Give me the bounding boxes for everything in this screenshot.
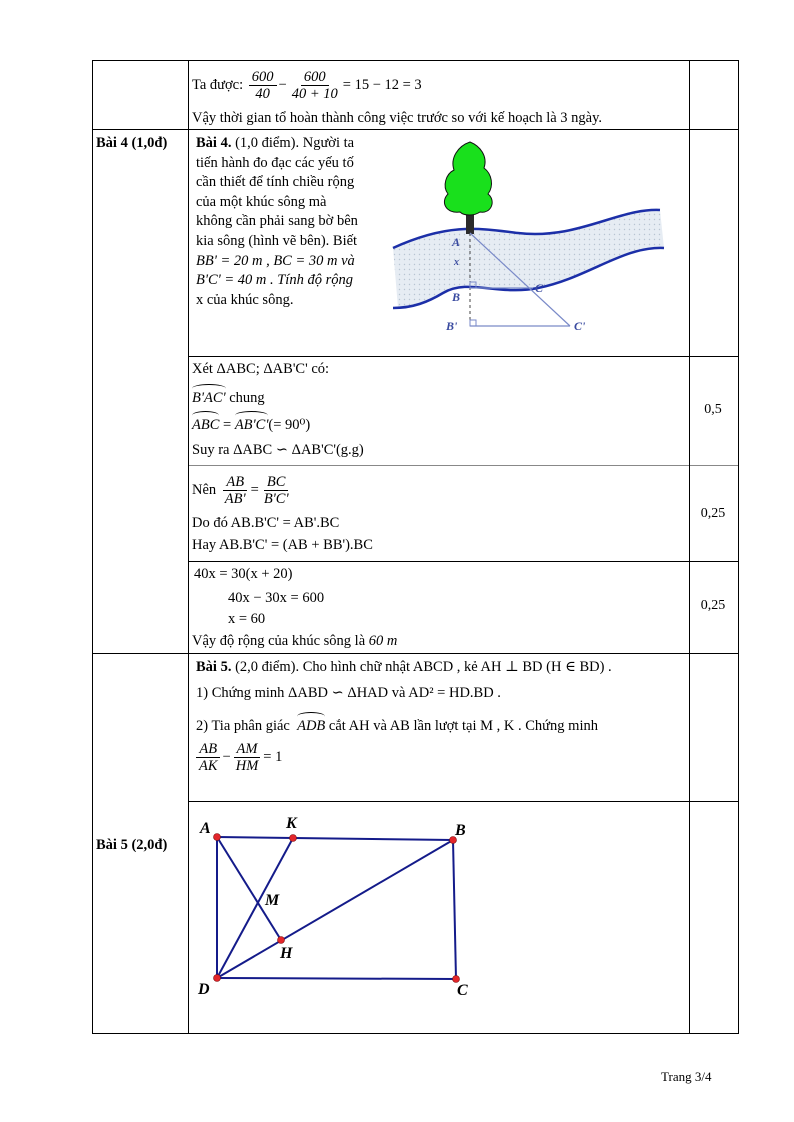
angle-symbol: ABC [192, 410, 219, 434]
label-cp: C' [574, 319, 586, 333]
right-angle-bp [470, 320, 476, 326]
angle-symbol: B'AC' [192, 383, 226, 407]
problem-line: của một khúc sông mà [196, 193, 327, 210]
fraction: $\frac{AM}{HM}$ [233, 741, 262, 774]
page-number: Trang 3/4 [661, 1069, 712, 1084]
label-c: C [535, 281, 544, 295]
diagonal-bd [217, 840, 453, 978]
problem-line: B'C' = 40 m . Tính độ rộng [196, 272, 353, 289]
river-area [393, 210, 664, 308]
label-b: B [452, 290, 461, 304]
problem-line: BB' = 20 m , BC = 30 m và [196, 252, 355, 269]
problem-line: cần thiết để tính chiều rộng [196, 174, 355, 191]
equation-tail: = 15 − 12 = 3 [342, 77, 422, 93]
problem-line: không cần phải sang bờ bên [196, 213, 358, 230]
equation-prefix: Ta được: [192, 77, 244, 93]
segment-ah [217, 837, 281, 940]
label-bp: B' [446, 319, 458, 333]
point-h [278, 937, 285, 944]
fraction: $\frac{BC}{B'C'}$ [263, 473, 289, 507]
rectangle-figure [190, 806, 490, 1006]
label-b: B [455, 822, 466, 839]
label-c: C [457, 982, 468, 999]
bai5-title: Bài 5. (2,0 điểm). Cho hình chữ nhật ABCD , kẻ AH ⊥ BD (H ∈ BD) . [196, 659, 612, 675]
fraction: $\frac{600}{40}$ [249, 69, 277, 102]
bai4-label: Bài 4 (1,0đ) [96, 135, 168, 151]
bai5-part1: 1) Chứng minh ΔABD ∽ ΔHAD và AD² = HD.BD . [196, 685, 501, 701]
score-cell: 0,5 [704, 402, 722, 417]
step1-line3: ABC = AB'C'(= 90⁰) [192, 410, 310, 434]
fraction: $\frac{600}{40 + 10}$ [291, 68, 338, 102]
problem-line: kia sông (hình vẽ bên). Biết [196, 232, 358, 249]
tree-icon [444, 142, 492, 215]
label-a: A [452, 235, 461, 249]
label-m: M [265, 892, 280, 909]
bai5-label: Bài 5 (2,0đ) [96, 837, 168, 853]
step1-line1: Xét ΔABC; ΔAB'C' có: [192, 361, 330, 377]
problem-line: x của khúc sông. [196, 291, 294, 308]
river-figure [388, 138, 678, 344]
side-bc [453, 840, 456, 979]
bai5-part2: 2) Tia phân giác ADB cắt AH và AB lần lượt tại M , K . Chứng minh [196, 711, 598, 735]
step3-line3: x = 60 [228, 611, 266, 627]
problem-line: tiến hành đo đạc các yếu tố [196, 154, 354, 171]
step2-line3: Hay AB.B'C' = (AB + BB').BC [192, 537, 373, 553]
bai4-problem [196, 134, 384, 310]
step2-line2: Do đó AB.B'C' = AB'.BC [192, 515, 340, 531]
score-cell: 0,25 [700, 506, 726, 521]
point-d [214, 975, 221, 982]
step2-ratio: Nên $\frac{AB}{AB'}$ = $\frac{BC}{B'C'}$ [192, 470, 294, 510]
angle-symbol: AB'C' [235, 410, 269, 434]
step3-line2: 40x − 30x = 600 [228, 590, 325, 606]
step3-line1: 40x = 30(x + 20) [194, 566, 293, 582]
side-cd [217, 978, 456, 979]
label-k: K [286, 815, 297, 832]
label-d: D [198, 981, 210, 998]
label-a: A [200, 820, 211, 837]
step1-line2: B'AC' chung [192, 383, 265, 407]
angle-symbol: ADB [297, 711, 325, 735]
conclusion-text: Vậy thời gian tổ hoàn thành công việc trước so với kế hoạch là 3 ngày. [192, 110, 603, 126]
label-h: H [280, 945, 293, 962]
step1-line4: Suy ra ΔABC ∽ ΔAB'C'(g.g) [192, 442, 364, 458]
point-k [290, 835, 297, 842]
solution-equation: Ta được: $\frac{600}{40}$ − $\frac{600}{40 + 10}$ = 15 − 12 = 3 [192, 68, 422, 102]
bai5-equation: $\frac{AB}{AK}$ − $\frac{AM}{HM}$ = 1 [194, 736, 282, 778]
label-x: x [454, 257, 459, 268]
side-ab [217, 837, 453, 840]
point-a [214, 834, 221, 841]
fraction: $\frac{AB}{AB'}$ [224, 473, 246, 507]
fraction: $\frac{AB}{AK}$ [196, 741, 221, 774]
score-cell: 0,25 [700, 598, 726, 613]
step3-line4: Vậy độ rộng của khúc sông là 60 m [192, 633, 398, 649]
problem-line: Bài 4. (1,0 điểm). Người ta [196, 135, 355, 151]
